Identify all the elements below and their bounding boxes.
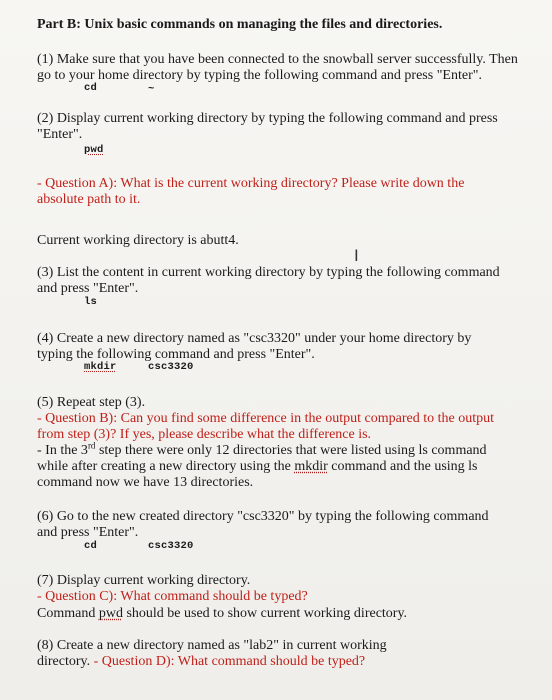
step8-line1: (8) Create a new directory named as "lab2" in current working bbox=[37, 638, 387, 653]
part-title: Part B: Unix basic commands on managing the files and directories. bbox=[37, 17, 443, 32]
answer-a: Current working directory is abutt4. bbox=[37, 233, 239, 248]
step6-argument: csc3320 bbox=[148, 540, 194, 552]
step7-line1: (7) Display current working directory. bbox=[37, 573, 251, 588]
step3-line2: and press "Enter". bbox=[37, 281, 139, 296]
step1-command: cd bbox=[84, 82, 98, 94]
answer-b-line3: command now we have 13 directories. bbox=[37, 475, 254, 490]
step4-line2: typing the following command and press "Enter". bbox=[37, 347, 315, 362]
text-cursor-icon: I bbox=[354, 246, 359, 265]
step3-line1: (3) List the content in current working directory by typing the following command bbox=[37, 265, 500, 280]
answer-b-line1: - In the 3rd step there were only 12 directories that were listed using ls command bbox=[37, 440, 487, 458]
step6-line2: and press "Enter". bbox=[37, 525, 139, 540]
step2-line1: (2) Display current working directory by typing the following command and press bbox=[37, 111, 498, 126]
question-b-line1: - Question B): Can you find some difference in the output compared to the output bbox=[37, 411, 494, 426]
question-a-line1: - Question A): What is the current working directory? Please write down the bbox=[37, 176, 465, 191]
step5-line1: (5) Repeat step (3). bbox=[37, 395, 146, 410]
question-c: - Question C): What command should be typed? bbox=[37, 589, 308, 604]
step1-line1: (1) Make sure that you have been connected to the snowball server successfully. Then bbox=[37, 52, 518, 67]
step2-command: pwd bbox=[84, 144, 104, 156]
step4-line1: (4) Create a new directory named as "csc3320" under your home directory by bbox=[37, 331, 472, 346]
step1-line2: go to your home directory by typing the following command and press "Enter". bbox=[37, 68, 482, 83]
step2-line2: "Enter". bbox=[37, 127, 83, 142]
question-a-line2: absolute path to it. bbox=[37, 192, 141, 207]
step3-command: ls bbox=[84, 296, 98, 308]
step6-command: cd bbox=[84, 540, 98, 552]
question-b-line2: from step (3)? If yes, please describe what the difference is. bbox=[37, 427, 372, 442]
answer-c: Command pwd should be used to show current working directory. bbox=[37, 606, 408, 621]
step6-line1: (6) Go to the new created directory "csc3320" by typing the following command bbox=[37, 509, 489, 524]
step1-argument: ~ bbox=[148, 83, 155, 95]
step4-command: mkdir bbox=[84, 361, 117, 373]
answer-b-line2: while after creating a new directory using the mkdir command and the using ls bbox=[37, 459, 478, 474]
step8-line2: directory. - Question D): What command should be typed? bbox=[37, 654, 366, 669]
step4-argument: csc3320 bbox=[148, 361, 194, 373]
